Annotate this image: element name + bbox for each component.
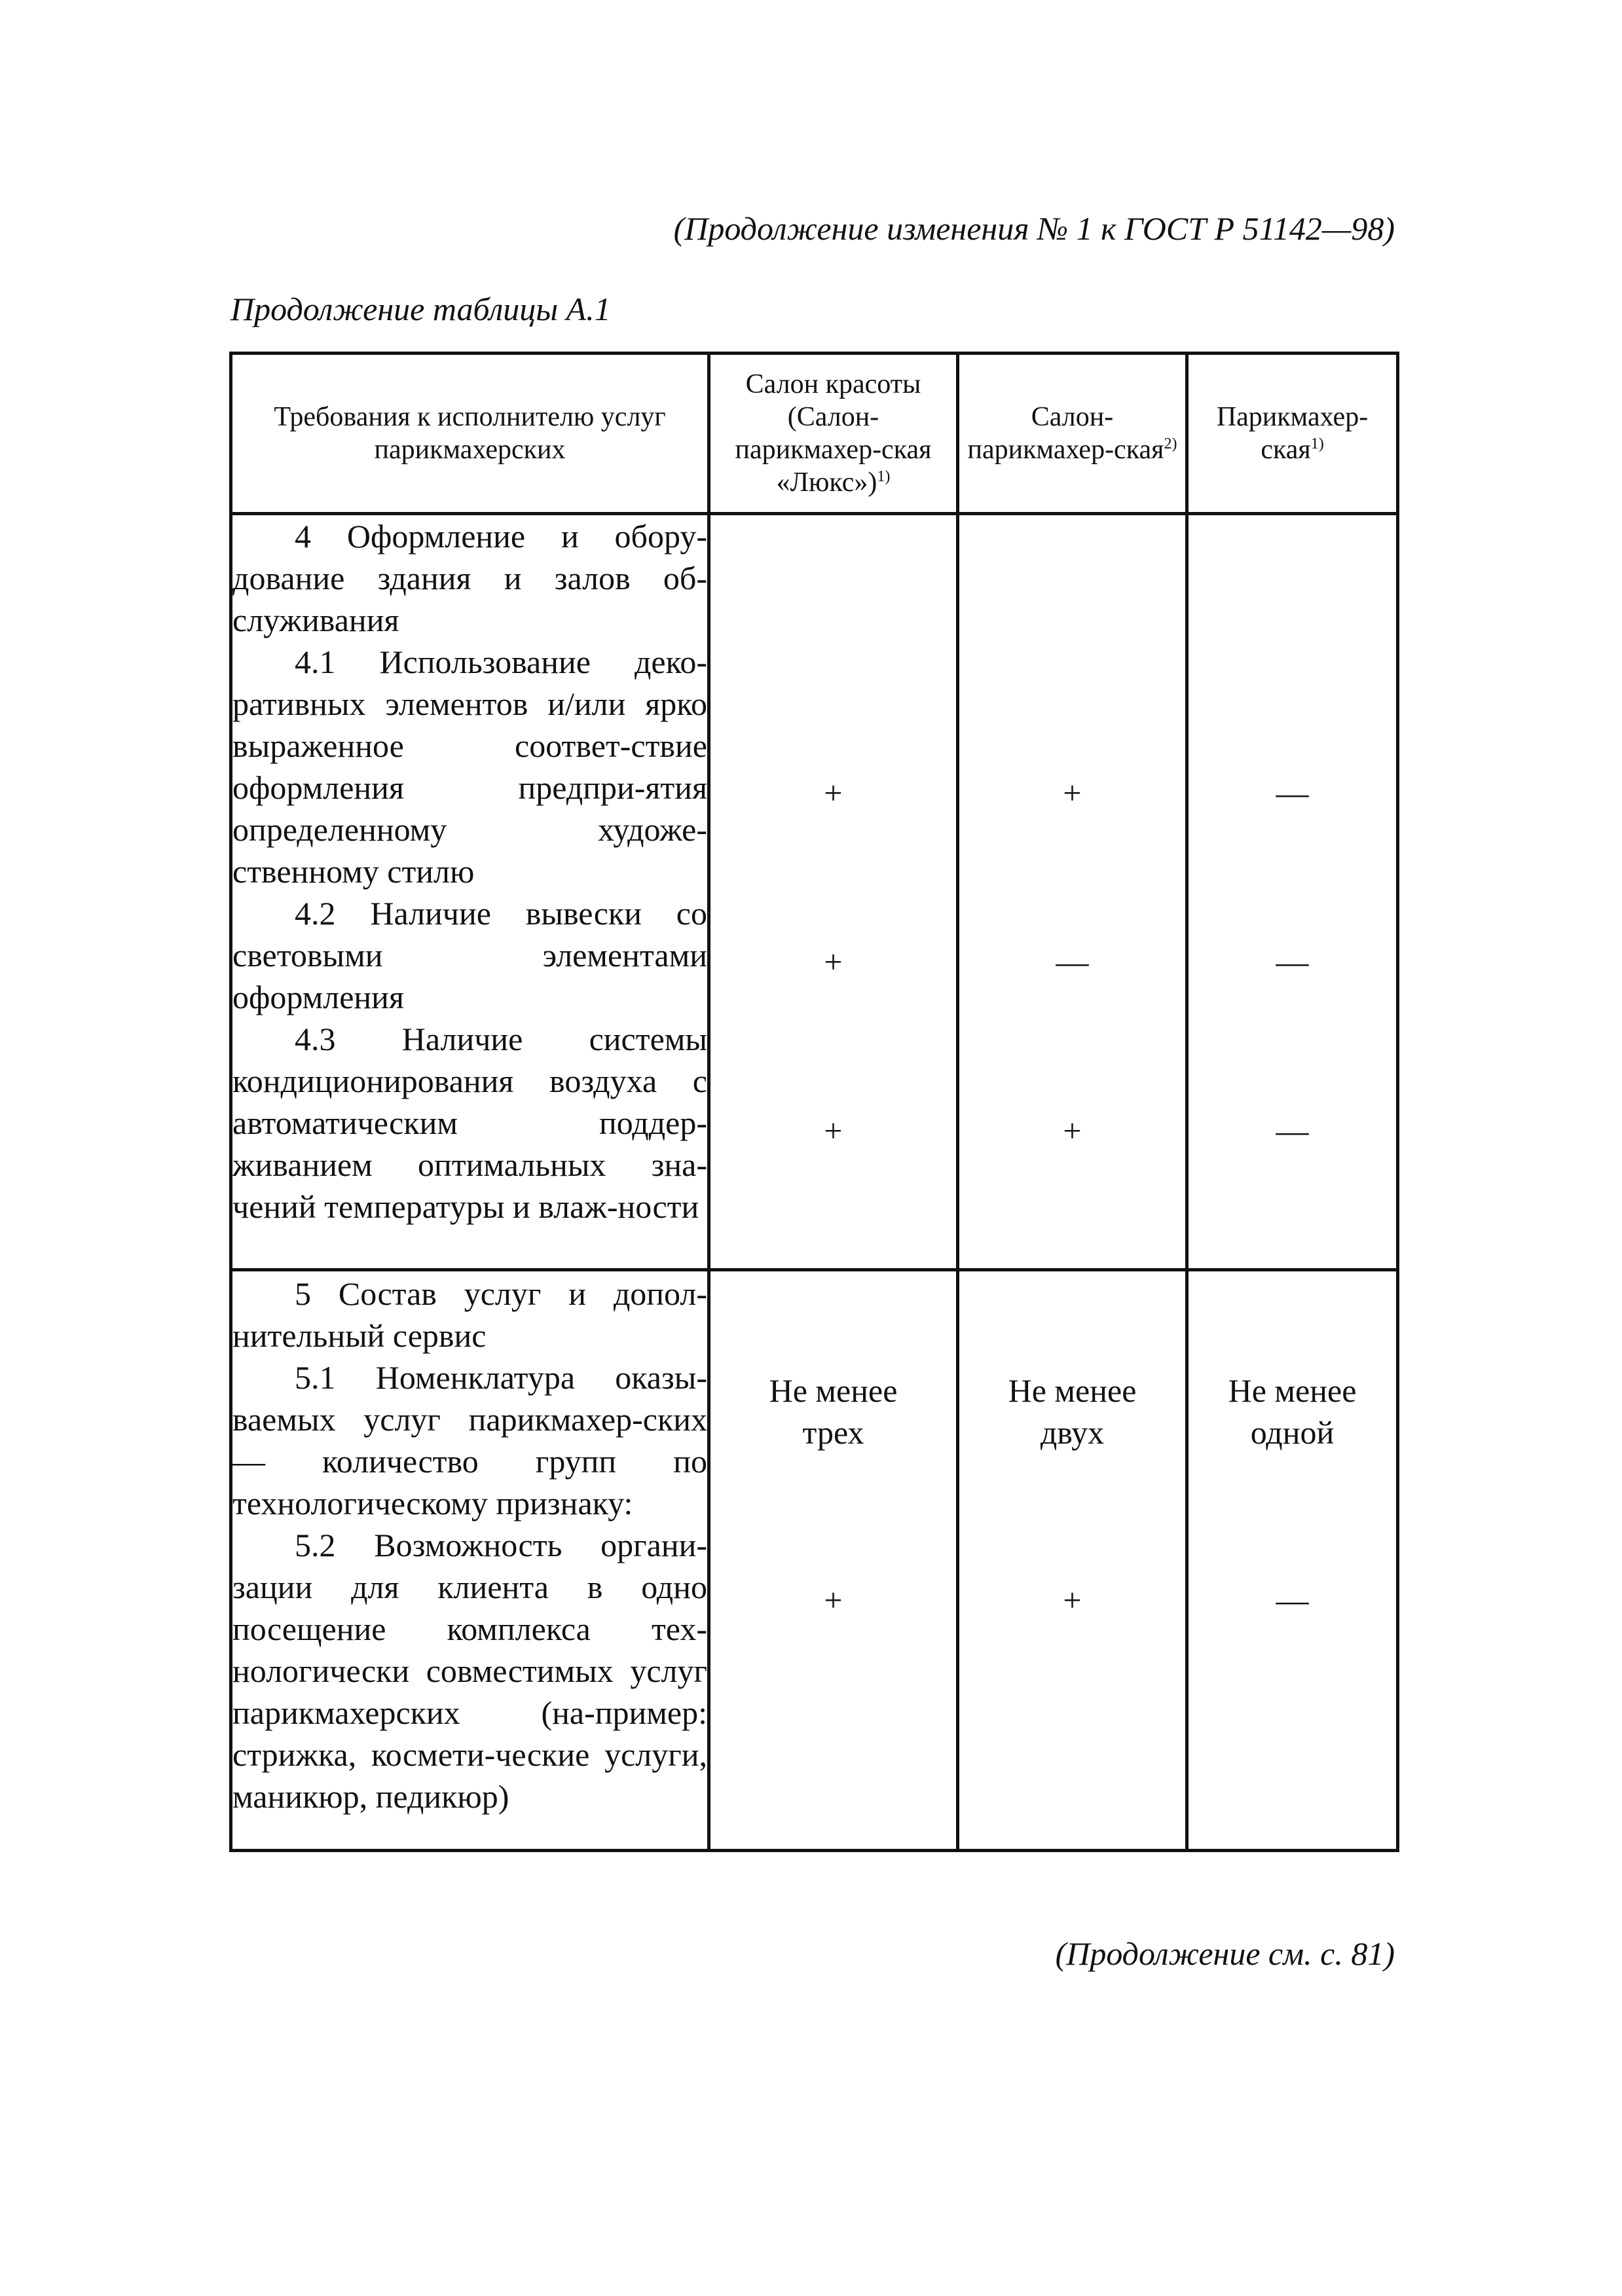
mark-value: Не менее двух bbox=[1008, 1372, 1137, 1451]
marks-cell-salon bbox=[958, 514, 1187, 1270]
requirement-item: 4.1 Использование деко-ративных элементов и/или ярко выраженное соответ-ствие оформления предпри-ятия определенному художе-ственному стилю bbox=[232, 644, 707, 890]
mark-value: + bbox=[824, 774, 843, 811]
requirements-cell-section-5 bbox=[231, 1270, 709, 1851]
mark-value: — bbox=[1276, 1582, 1309, 1618]
column-header-salon-lux: Салон красоты (Салон-парикмахер-ская «Люкс»)$^{1)}$ bbox=[709, 354, 958, 514]
mark-value: + bbox=[1063, 1582, 1082, 1618]
requirement-item: 4.3 Наличие системы кондиционирования воздуха с автоматическим поддер-живанием оптимальных зна-чений температуры и влаж-ности bbox=[232, 1021, 707, 1225]
requirement-item: 5.1 Номенклатура оказы-ваемых услуг парикмахер-ских — количество групп по технологическому признаку: bbox=[232, 1359, 707, 1522]
mark-value: + bbox=[824, 943, 843, 980]
marks-cell-barbershop bbox=[1187, 1270, 1398, 1851]
column-header-salon: Салон-парикмахер-ская$^{2)}$ bbox=[958, 354, 1187, 514]
column-header-barbershop: Парикмахер-ская$^{1)}$ bbox=[1187, 354, 1398, 514]
marks-cell-salon-lux bbox=[709, 1270, 958, 1851]
document-footer: (Продолжение см. с. 81) bbox=[1055, 1935, 1395, 1972]
column-header-requirements: Требования к исполнителю услуг парикмахерских bbox=[231, 354, 709, 514]
footnote-marker: 1) bbox=[1310, 435, 1324, 452]
section-title: 5 Состав услуг и допол-нительный сервис bbox=[232, 1275, 707, 1354]
marks-cell-barbershop bbox=[1187, 514, 1398, 1270]
document-header: (Продолжение изменения № 1 к ГОСТ Р 51142—98) bbox=[673, 210, 1395, 247]
marks-cell-salon bbox=[958, 1270, 1187, 1851]
section-title: 4 Оформление и обору-дование здания и залов об-служивания bbox=[232, 518, 707, 638]
mark-value: + bbox=[1063, 774, 1082, 811]
mark-value: Не менее трех bbox=[769, 1372, 898, 1451]
mark-value: — bbox=[1276, 1112, 1309, 1149]
table-caption: Продолжение таблицы А.1 bbox=[230, 291, 611, 327]
mark-value: — bbox=[1276, 943, 1309, 980]
requirement-item: 4.2 Наличие вывески со световыми элементами оформления bbox=[232, 895, 707, 1015]
mark-value: + bbox=[824, 1582, 843, 1618]
table-row-section-4 bbox=[231, 514, 1398, 1270]
footnote-marker: 1) bbox=[877, 468, 891, 485]
footnote-marker: 2) bbox=[1164, 435, 1177, 452]
mark-value: + bbox=[824, 1112, 843, 1149]
table-header-row bbox=[231, 354, 1398, 514]
marks-cell-salon-lux bbox=[709, 514, 958, 1270]
requirements-table bbox=[229, 352, 1399, 1852]
requirements-cell-section-4 bbox=[231, 514, 709, 1270]
table-row-section-5 bbox=[231, 1270, 1398, 1851]
mark-value: Не менее одной bbox=[1228, 1372, 1357, 1451]
requirement-item: 5.2 Возможность органи-зации для клиента в одно посещение комплекса тех-нологически совместимых услуг парикмахерских (на-пример: стрижка, космети-ческие услуги, маникюр, педикюр) bbox=[232, 1527, 707, 1815]
mark-value: — bbox=[1056, 943, 1089, 980]
mark-value: — bbox=[1276, 774, 1309, 811]
mark-value: + bbox=[1063, 1112, 1082, 1149]
